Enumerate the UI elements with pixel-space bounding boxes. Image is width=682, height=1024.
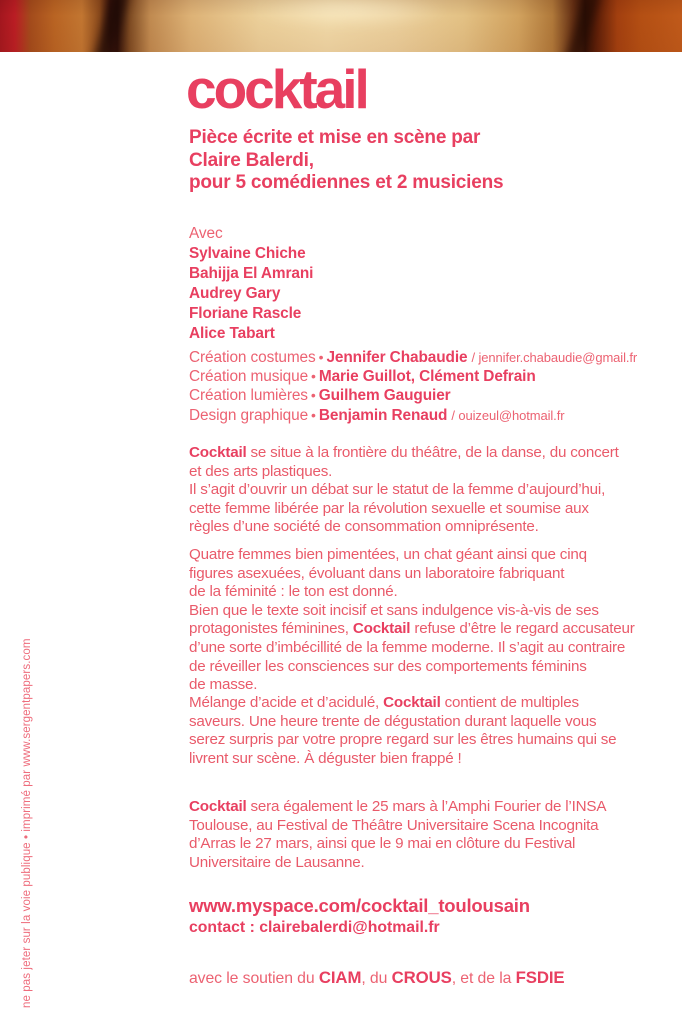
cast-name: Floriane Rascle (189, 305, 302, 323)
credit-row (189, 367, 637, 386)
paragraph-concept: Cocktail se situe à la frontière du théâtre, de la danse, du concert et des arts plastiques. Il s’agit d’ouvrir un débat sur le statut de la femme d’aujourd’hui, cette femme libérée par la révolution sexuelle et soumise aux règles d’une société de consommation omniprésente. (189, 444, 619, 536)
credit-role: Création lumières (189, 387, 308, 405)
credit-email: / jennifer.chabaudie@gmail.fr (471, 350, 638, 365)
credit-row (189, 406, 637, 425)
credits-list (189, 348, 637, 425)
photo-shadow-crease-left (93, 0, 129, 52)
poster-title: cocktail (186, 58, 367, 120)
photo-highlight (250, 0, 450, 28)
subtitle-line: Claire Balerdi, (189, 149, 314, 171)
credit-email: / ouizeul@hotmail.fr (451, 407, 565, 423)
cast-intro: Avec (189, 225, 223, 242)
cast-name: Sylvaine Chiche (189, 245, 306, 263)
subtitle (189, 127, 503, 195)
paragraph-flavor: Mélange d’acide et d’acidulé, Cocktail contient de multiples saveurs. Une heure trente de dégustation durant laquelle vous serez surpris par votre propre regard sur les êtres humains qui se livrent sur scène. À déguster bien frappé ! (189, 694, 617, 767)
cast-name: Audrey Gary (189, 285, 281, 303)
credit-role: Création musique (189, 368, 309, 386)
credit-name: Guilhem Gauguier (318, 387, 451, 405)
bullet-separator: • (310, 387, 316, 404)
credit-name: Jennifer Chabaudie (326, 349, 468, 366)
credit-row (189, 386, 637, 405)
print-disclaimer-sidenote: ne pas jeter sur la voie publique • imprimé par www.sergentpapers.com (21, 638, 33, 1008)
website-url[interactable]: www.myspace.com/cocktail_toulousain (189, 895, 530, 916)
cast-name: Bahijja El Amrani (189, 265, 314, 283)
credit-role: Design graphique (189, 406, 309, 424)
credit-name: Benjamin Renaud (318, 406, 448, 424)
subtitle-line: Pièce écrite et mise en scène par (189, 127, 481, 148)
photo-shadow-crease-right (565, 0, 602, 52)
credit-role: Création costumes (189, 349, 316, 366)
credit-row (189, 348, 637, 367)
bullet-separator: • (311, 368, 316, 385)
credit-name: Marie Guillot, Clément Defrain (318, 368, 536, 386)
cast-name: Alice Tabart (189, 325, 275, 343)
supporters-line: avec le soutien du CIAM, du CROUS, et de la FSDIE (189, 968, 565, 987)
cast-list (189, 224, 313, 345)
bullet-separator: • (311, 406, 316, 423)
paragraph-description: Quatre femmes bien pimentées, un chat géant ainsi que cinq figures asexuées, évoluant dans un laboratoire fabriquant de la féminité : le ton est donné. Bien que le texte soit incisif et sans indulgence vis-à-vis de ses protagonistes féminines, Cocktail refuse d’être le regard accusateur d’une sorte d’imbécillité de la femme moderne. Il s’agit au contraire de réveiller les consciences sur des comportements féminins de masse. (189, 546, 635, 694)
contact-email[interactable]: contact : clairebalerdi@hotmail.fr (189, 919, 440, 936)
subtitle-line: pour 5 comédiennes et 2 musiciens (189, 172, 504, 193)
torso-photo (0, 0, 682, 52)
paragraph-tour-dates: Cocktail sera également le 25 mars à l’Amphi Fourier de l’INSA Toulouse, au Festival de Théâtre Universitaire Scena Incognita d’Arras le 27 mars, ainsi que le 9 mai en clôture du Festival Universitaire de Lausanne. (189, 798, 607, 871)
bullet-separator: • (318, 349, 324, 365)
